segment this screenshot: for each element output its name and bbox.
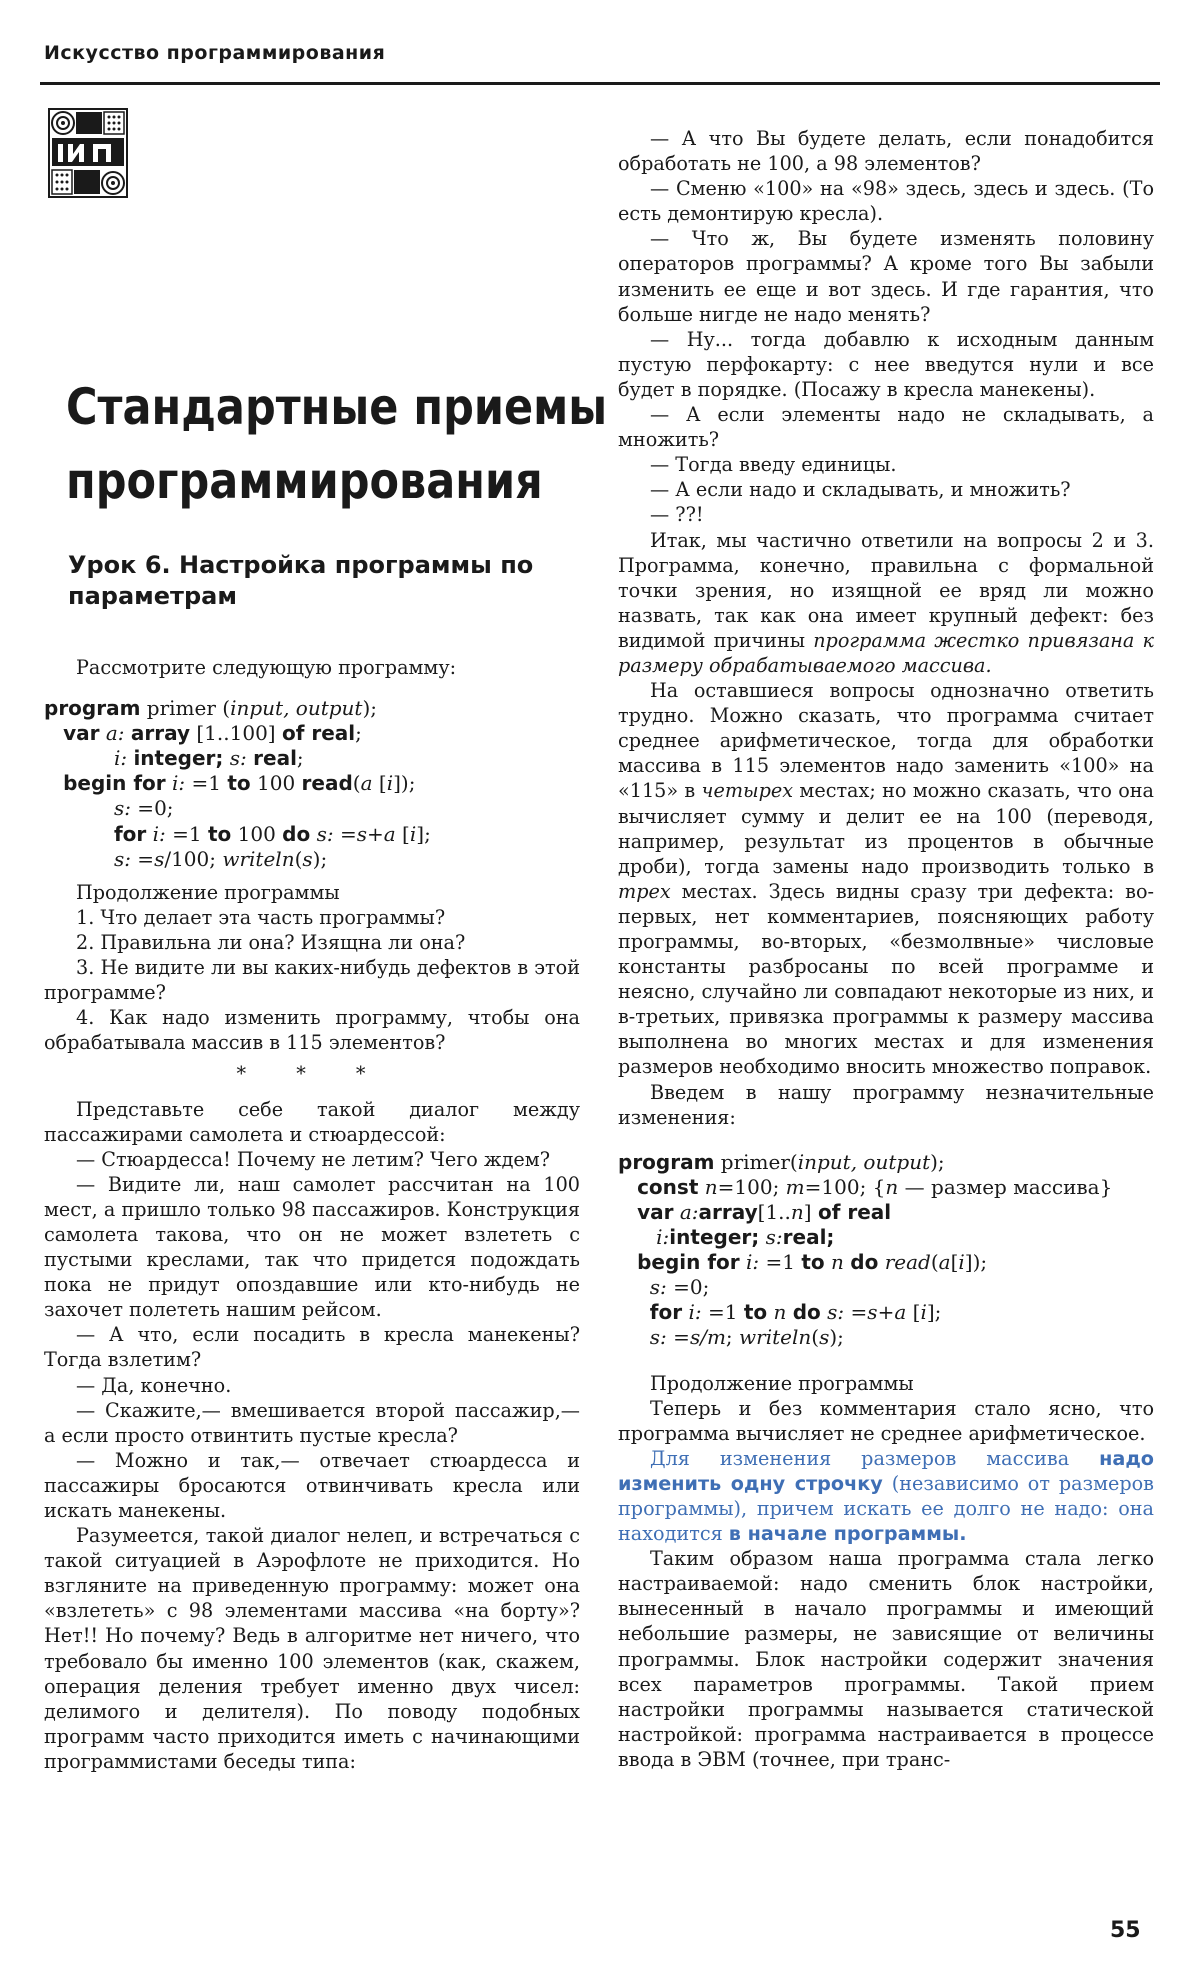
body-paragraph: Разумеется, такой диалог нелеп, и встречаться с такой ситуацией в Аэрофлоте не приходится. Но взгляните на приведенную программу: может она «взлететь» с 98 элементами массива «на борту»? Нет!! Но почему? Ведь в алгоритме нет ничего, что требовало бы именно 100 элементов (как, скажем, операция деления требует именно двух чисел: делимого и делителя). По поводу подобных программ часто приходится иметь с начинающими программистами беседы типа: — [44, 1524, 580, 1773]
title-line-2: программирования — [66, 452, 543, 510]
header-rule — [40, 82, 1160, 85]
dialog-line: — ??! — [650, 503, 704, 527]
body-paragraph: Теперь и без комментария стало ясно, что программа вычисляет не среднее арифметическое. — [618, 1396, 1154, 1445]
dialog-line: — Стюардесса! Почему не летим? Чего ждем? — [76, 1147, 550, 1171]
continuation-label: Продолжение программы — [650, 1371, 914, 1395]
highlighted-paragraph: Для изменения размеров массива надо изменить одну строчку (независимо от размеров программы), причем искать ее долго не надо: она находится в начале программы. — [618, 1446, 1154, 1546]
question-3: 3. Не видите ли вы каких-нибудь дефектов в этой программе? — [44, 956, 580, 1005]
body-paragraph: Итак, мы частично ответили на вопросы 2 и 3. Программа, конечно, правильна с формальной точки зрения, но изящной ее вряд ли можно назвать, так как она имеет крупный дефект: без видимой причины программа жестко привязана к размеру обрабатываемого массива. — [618, 528, 1155, 677]
body-paragraph: Таким образом наша программа стала легко настраиваемой: надо сменить блок настройки, вынесенный в начало программы и имеющий небольшие размеры, не зависящие от величины программы. Блок настройки содержит значения всех параметров программы. Такой прием настройки программы называется статической настройкой: программа настраивается в процессе ввода в ЭВМ (точнее, при транс- — [618, 1547, 1154, 1771]
dialog-line: — А если элементы надо не складывать, а множить? — [618, 403, 1154, 452]
continuation-label: Продолжение программы — [76, 880, 340, 904]
intro-paragraph: Рассмотрите следующую программу: — [76, 656, 457, 679]
dialog-intro: Представьте себе такой диалог между пассажирами самолета и стюардессой: — [44, 1097, 580, 1146]
question-1: 1. Что делает эта часть программы? — [76, 905, 446, 929]
program-logo-icon — [48, 108, 128, 198]
dialog-line: — Скажите,— вмешивается второй пассажир,— а если просто отвинтить пустые кресла? — [44, 1398, 580, 1447]
page-number: 55 — [1110, 1918, 1141, 1943]
left-column — [44, 655, 580, 1774]
question-2: 2. Правильна ли она? Изящна ли она? — [76, 930, 466, 954]
body-paragraph: На оставшиеся вопросы однозначно ответить трудно. Можно сказать, что программа считает среднее арифметическое, тогда для обработки массива в 115 элементов надо заменить «100» на «115» в четырех местах; но можно сказать, что она вычисляет сумму и делит ее на 100 (переводя, например, результат из процентов в обычные дроби), тогда замены надо производить только в трех местах. Здесь видны сразу три дефекта: во-первых, нет комментариев, поясняющих работу программы, во-вторых, «безмолвные» числовые константы разбросаны по всей программе и неясно, случайно ли совпадают некоторые из них, и в-третьих, привязка программы к размеру массива выполнена во многих местах и для изменения размеров необходимо вносить множество поправок. — [618, 679, 1154, 1079]
right-column — [618, 126, 1154, 1772]
body-paragraph: Введем в нашу программу незначительные изменения: — [618, 1080, 1154, 1129]
dialog-line: — А если надо и складывать, и множить? — [650, 478, 1071, 502]
article-title — [66, 370, 608, 518]
dialog-line: — Что ж, Вы будете изменять половину операторов программы? А кроме того Вы забыли изменить ее еще и вот здесь. И где гарантия, что больше нигде не надо менять? — [618, 227, 1154, 326]
dialog-line: — А что, если посадить в кресла манекены? Тогда взлетим? — [44, 1323, 580, 1372]
dialog-line: — Да, конечно. — [76, 1373, 232, 1397]
question-4: 4. Как надо изменить программу, чтобы она обрабатывала массив в 115 элементов? — [44, 1006, 580, 1055]
lesson-title: Урок 6. Настройка программы по параметрам — [68, 551, 534, 610]
dialog-line: — Видите ли, наш самолет рассчитан на 100 мест, а пришло только 98 пассажиров. Конструкция самолета такова, что он не может взлететь с пустыми креслами, так что придется подождать пока не придут опоздавшие или кто-нибудь не захочет полететь нашим рейсом. — [44, 1172, 580, 1322]
dialog-line: — Можно и так,— отвечает стюардесса и пассажиры бросаются отвинчивать кресла или искать манекены. — [44, 1448, 580, 1522]
code-block-1: program primer (input, output); var a: array [1..100] of real; i: integer; s: real; begin for i: =1 to 100 read(a [i]); s: =0; for i: =1 to 100 do s: =s+a [i]; s: =s/100; writeln(s); — [44, 696, 431, 871]
code-block-2: program primer(input, output); const n=100; m=100; {n — размер массива} var a:array[1..n] of real i:integer; s:real; begin for i: =1 to n do read(a[i]); s: =0; for i: =1 to n do s: =s+a [i]; s: =s/m; writeln(s); — [618, 1149, 1113, 1350]
dialog-line: — Сменю «100» на «98» здесь, здесь и здесь. (То есть демонтирую кресла). — [618, 177, 1154, 226]
running-header: Искусство программирования — [44, 42, 386, 64]
dialog-line: — Ну... тогда добавлю к исходным данным пустую перфокарту: с нее введутся нули и все будет в порядке. (Посажу в кресла манекены). — [618, 327, 1154, 401]
title-line-1: Стандартные приемы — [66, 378, 608, 436]
dialog-line: — Тогда введу единицы. — [650, 453, 897, 477]
section-separator: * * * — [236, 1062, 388, 1086]
dialog-line: — А что Вы будете делать, если понадобится обработать не 100, а 98 элементов? — [618, 127, 1154, 176]
